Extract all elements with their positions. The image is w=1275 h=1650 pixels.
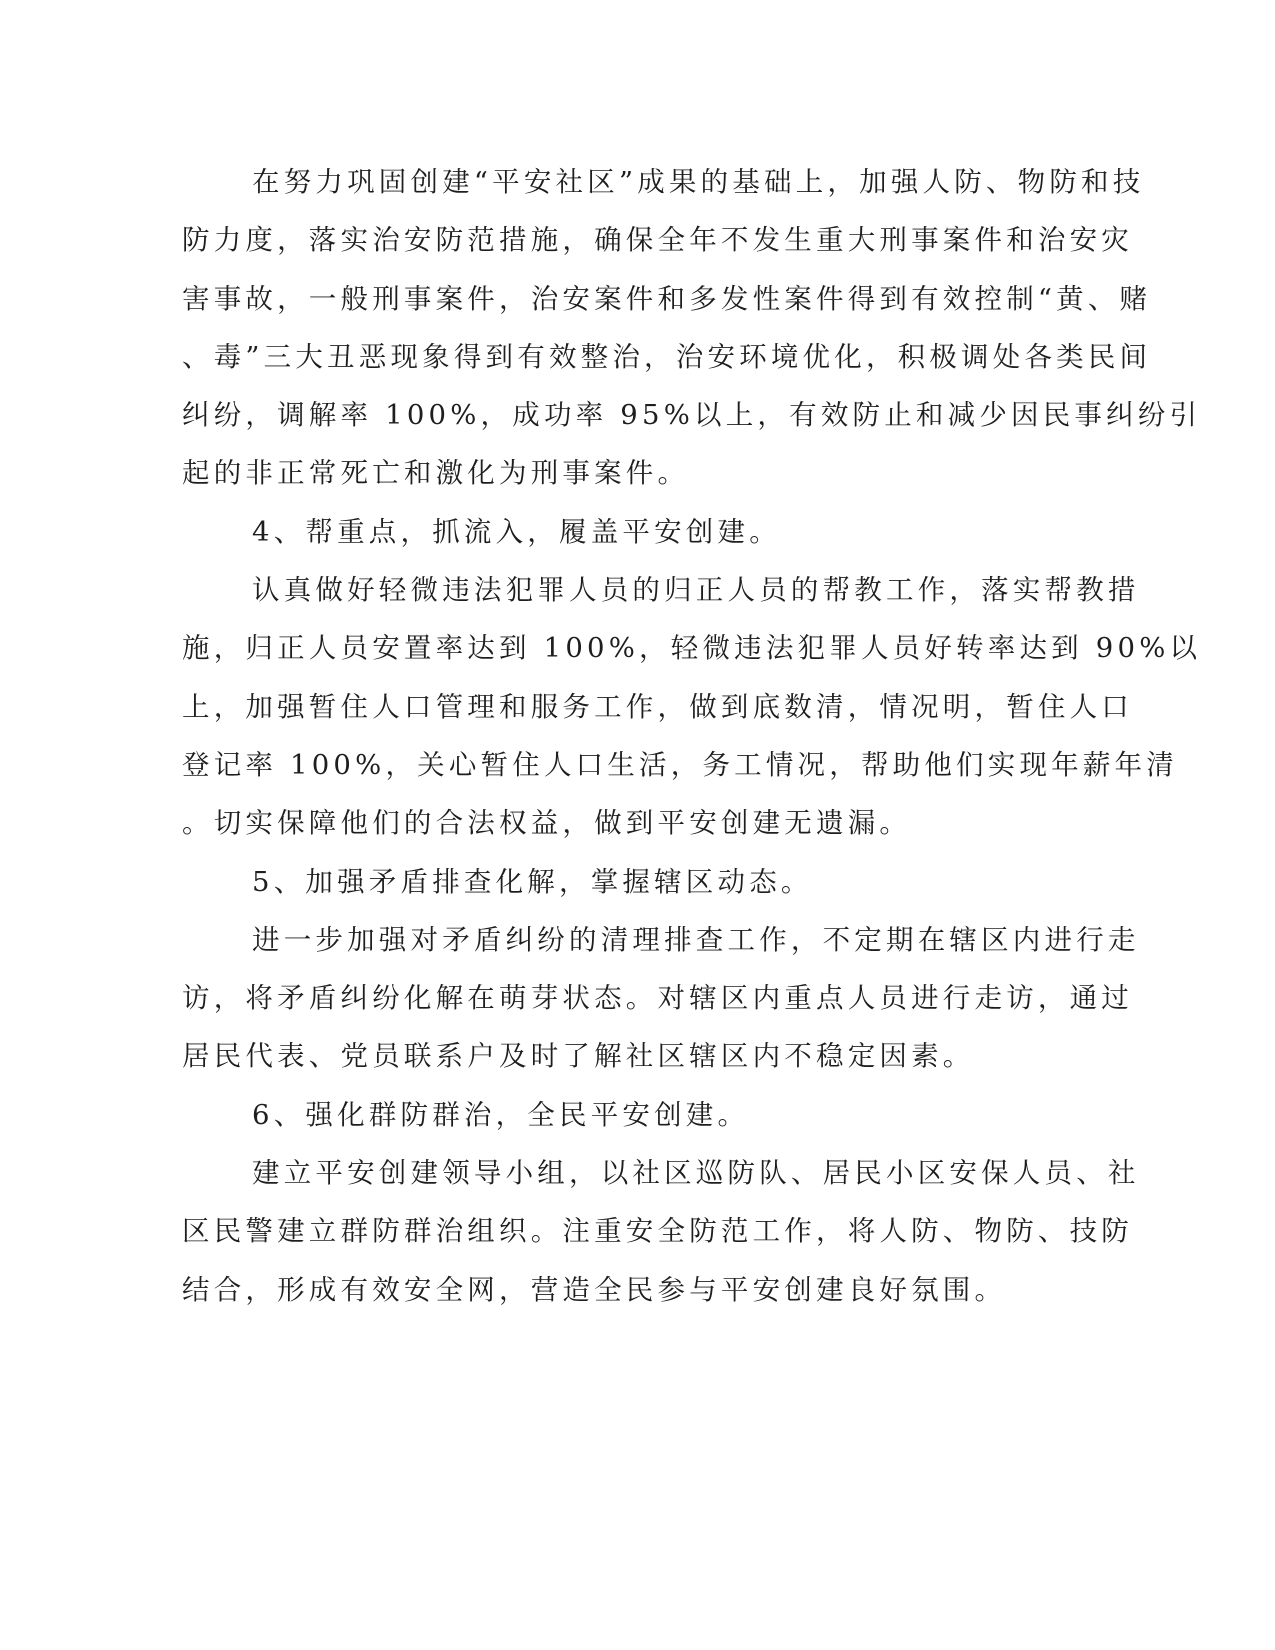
text-line: 施，归正人员安置率达到 100%，轻微违法犯罪人员好转率达到 90%以 bbox=[182, 632, 1202, 665]
text-line: 防力度，落实治安防范措施，确保全年不发生重大刑事案件和治安灾 bbox=[182, 224, 1133, 257]
text-line: 建立平安创建领导小组，以社区巡防队、居民小区安保人员、社 bbox=[252, 1157, 1140, 1190]
text-line: 登记率 100%，关心暂住人口生活，务工情况，帮助他们实现年薪年清 bbox=[182, 748, 1178, 781]
text-line: 上，加强暂住人口管理和服务工作，做到底数清，情况明，暂住人口 bbox=[182, 690, 1133, 723]
document-body bbox=[182, 158, 1202, 1324]
text-line: 进一步加强对矛盾纠纷的清理排查工作，不定期在辖区内进行走 bbox=[252, 923, 1140, 956]
text-line: 在努力巩固创建“平安社区”成果的基础上，加强人防、物防和技 bbox=[252, 166, 1145, 198]
text-line: 区民警建立群防群治组织。注重安全防范工作，将人防、物防、技防 bbox=[182, 1215, 1133, 1248]
text-line: 害事故，一般刑事案件，治安案件和多发性案件得到有效控制“黄、赌 bbox=[182, 282, 1152, 315]
text-line: 起的非正常死亡和激化为刑事案件。 bbox=[182, 457, 690, 490]
section-heading: 6、强化群防群治，全民平安创建。 bbox=[252, 1098, 750, 1131]
section-heading: 5、加强矛盾排查化解，掌握辖区动态。 bbox=[252, 865, 813, 898]
text-line: 。切实保障他们的合法权益，做到平安创建无遗漏。 bbox=[182, 807, 912, 840]
text-line: 认真做好轻微违法犯罪人员的归正人员的帮教工作，落实帮教措 bbox=[252, 574, 1140, 607]
text-line: 结合，形成有效安全网，营造全民参与平安创建良好氛围。 bbox=[182, 1273, 1007, 1306]
text-line: 访，将矛盾纠纷化解在萌芽状态。对辖区内重点人员进行走访，通过 bbox=[182, 982, 1133, 1015]
text-line: 居民代表、党员联系户及时了解社区辖区内不稳定因素。 bbox=[182, 1040, 975, 1073]
text-line: 纠纷，调解率 100%，成功率 95%以上，有效防止和减少因民事纠纷引 bbox=[182, 399, 1202, 432]
text-line: 、毒”三大丑恶现象得到有效整治，治安环境优化，积极调处各类民间 bbox=[182, 340, 1152, 373]
section-heading: 4、帮重点，抓流入，履盖平安创建。 bbox=[252, 515, 781, 548]
